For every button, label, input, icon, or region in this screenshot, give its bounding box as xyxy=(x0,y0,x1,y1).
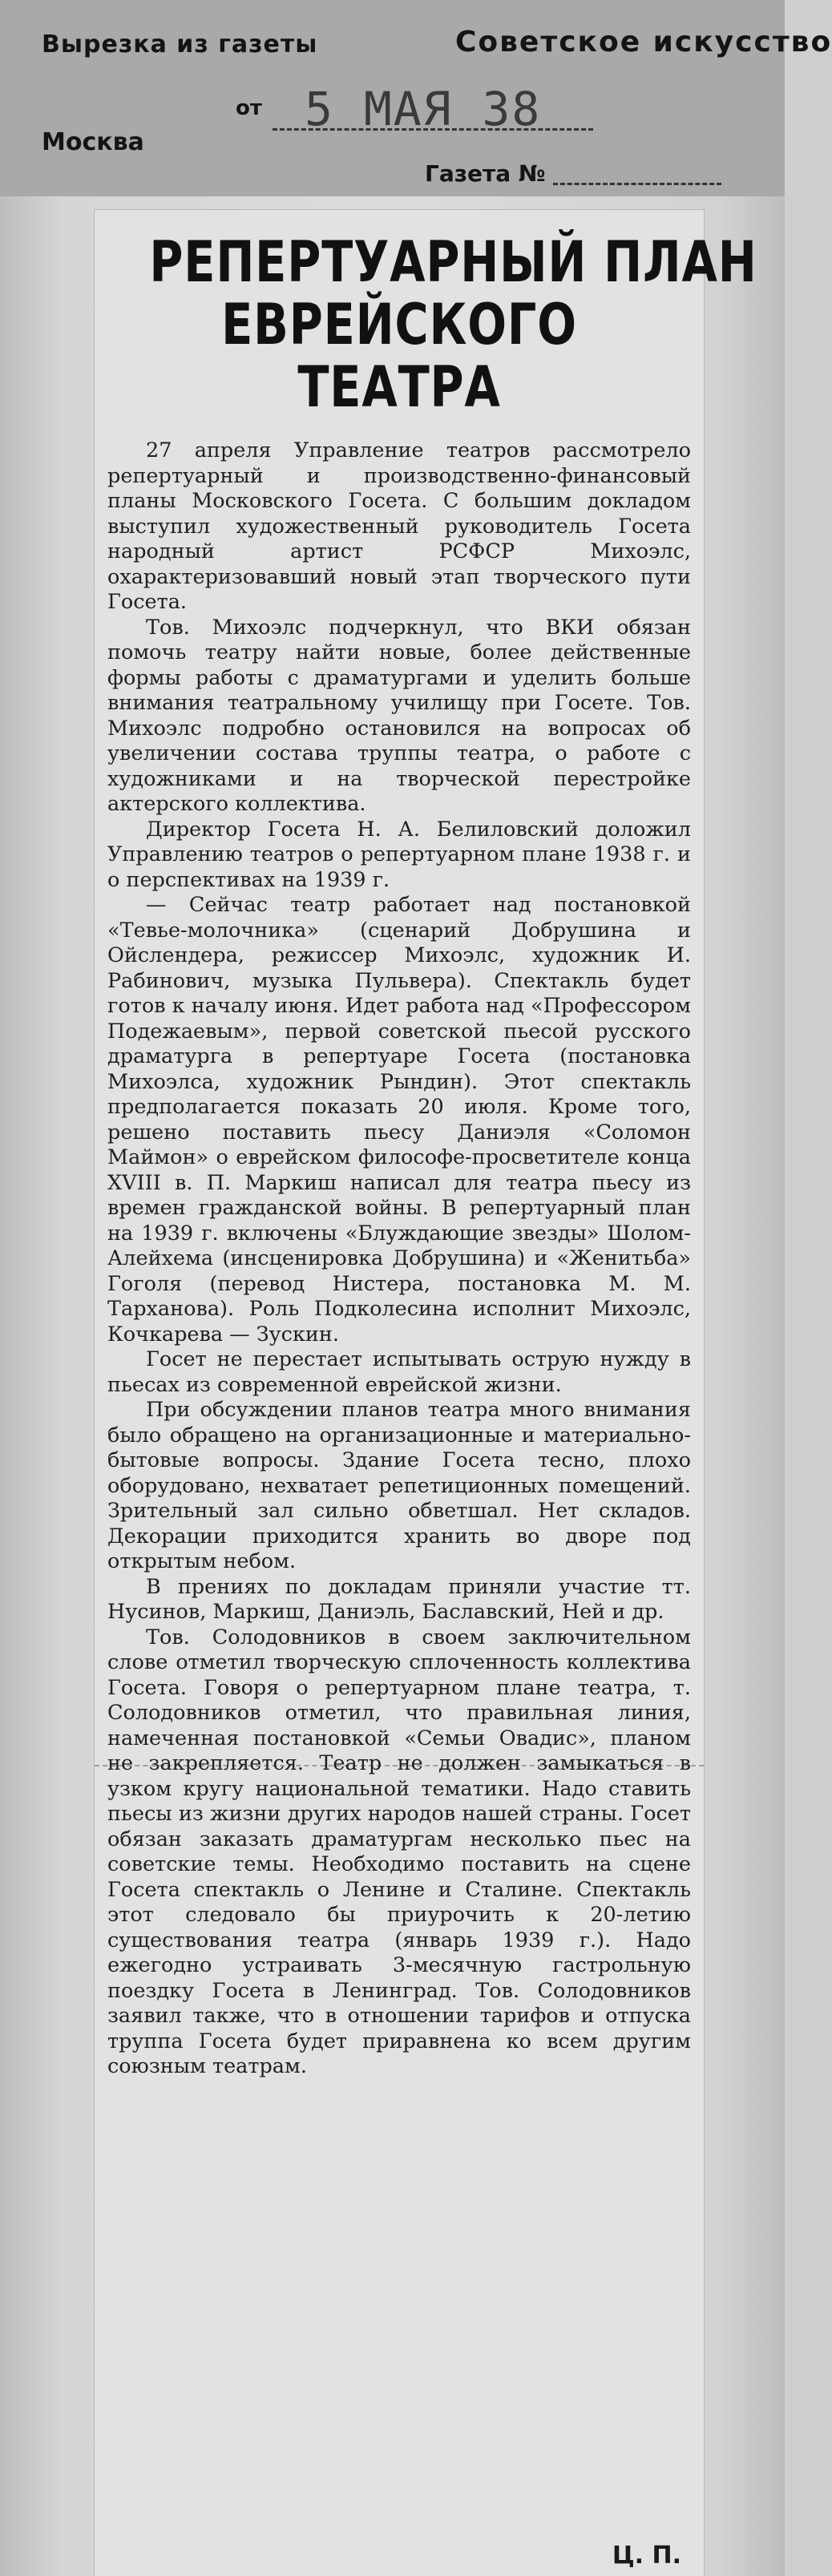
date-line xyxy=(273,128,593,131)
newspaper-clipping xyxy=(95,210,757,2576)
article-paragraph: Госет не перестает испытывать острую нужду в пьесах из современной еврейской жизни. xyxy=(107,1347,691,1397)
article-paragraph: При обсуждении планов театра много внимания было обращено на организационные и материально-бытовые вопросы. Здание Госета тесно, плохо оборудовано, нехватает репетиционных помещений. Зрительный зал сильно обветшал. Нет складов. Декорации приходится хранить во дворе под открытым небом. xyxy=(107,1398,691,1573)
article-paragraph: Директор Госета Н. А. Белиловский доложил Управлению театров о репертуарном плане 1938 г. и о перспективах на 1939 г. xyxy=(107,817,691,892)
headline-line: РЕПЕРТУАРНЫЙ ПЛАН xyxy=(149,229,757,295)
headline-line: ТЕАТРА xyxy=(297,354,501,420)
clipping-label: Вырезка из газеты xyxy=(42,30,318,59)
article-paragraph: В прениях по докладам приняли участие тт. Нусинов, Маркиш, Даниэль, Баславский, Ней и др. xyxy=(107,1574,691,1624)
newspaper-number-line xyxy=(553,183,721,185)
date-stamp: 5 МАЯ 38 xyxy=(305,82,542,136)
publication-name: Советское искусство xyxy=(455,26,832,59)
clipping-form-header xyxy=(0,0,832,196)
article-body xyxy=(107,438,691,2080)
article-paragraph: Тов. Солодовников в своем заключительном слове отметил творческую сплоченность коллектива Госета. Говоря о репертуарном плане театра, т. Солодовников отметил, что правильная линия, намеченная постановкой «Семьи Овадис», планом не закрепляется. Театр не должен замыкаться в узком кругу национальной тематики. Надо ставить пьесы из жизни других народов нашей страны. Госет обязан заказать драматургам несколько пьес на советские темы. Необходимо поставить на сцене Госета спектакль о Ленине и Сталине. Спектакль этот следовало бы приурочить к 20-летию существования театра (январь 1939 г.). Надо ежегодно устраивать 3-месячную гастрольную поездку Госета в Ленинград. Тов. Солодовников заявил также, что в отношении тарифов и отпуска труппа Госета будет приравнена ко всем другим союзным театрам. xyxy=(107,1625,691,2078)
article-headline xyxy=(149,229,757,420)
headline-line: ЕВРЕЙСКОГО xyxy=(221,292,577,357)
article-paragraph: Тов. Михоэлс подчеркнул, что ВКИ обязан помочь театру найти новые, более действенные формы работы с драматургами и уделить больше внимания театральному училищу при Госете. Тов. Михоэлс подробно остановился на вопросах об увеличении состава труппы театра, о работе с художниками и на творческой перестройке актерского коллектива. xyxy=(107,615,691,816)
author-signature: Ц. П. xyxy=(612,2542,681,2570)
city-label: Москва xyxy=(42,128,144,156)
newspaper-number-label: Газета № xyxy=(425,160,546,187)
article-paragraph: — Сейчас театр работает над постановкой «Тевье-молочника» (сценарий Добрушина и Ойслендера, режиссер Михоэлс, художник И. Рабинович, музыка Пульвера). Спектакль будет готов к началу июня. Идет работа над «Профессором Подежаевым», первой советской пьесой русского драматурга в репертуаре Госета (постановка Михоэлса, художник Рындин). Этот спектакль предполагается показать 20 июля. Кроме того, решено поставить пьесу Даниэля «Соломон Маймон» о еврейском философе-просветителе конца XVIII в. П. Маркиш написал для театра пьесу из времен гражданской войны. В репертуарный план на 1939 г. включены «Блуждающие звезды» Шолом-Алейхема (инсценировка Добрушина) и «Женитьба» Гоголя (перевод Нистера, постановка М. М. Тарханова). Роль Подколесина исполнит Михоэлс, Кочкарева — Зускин. xyxy=(107,893,691,1347)
article-paragraph: 27 апреля Управление театров рассмотрело репертуарный и производственно-финансовый планы Московского Госета. С большим докладом выступил художественный руководитель Госета народный артист РСФСР Михоэлс, охарактеризовавший новый этап творческого пути Госета. xyxy=(107,438,691,614)
date-prefix: от xyxy=(236,96,262,120)
